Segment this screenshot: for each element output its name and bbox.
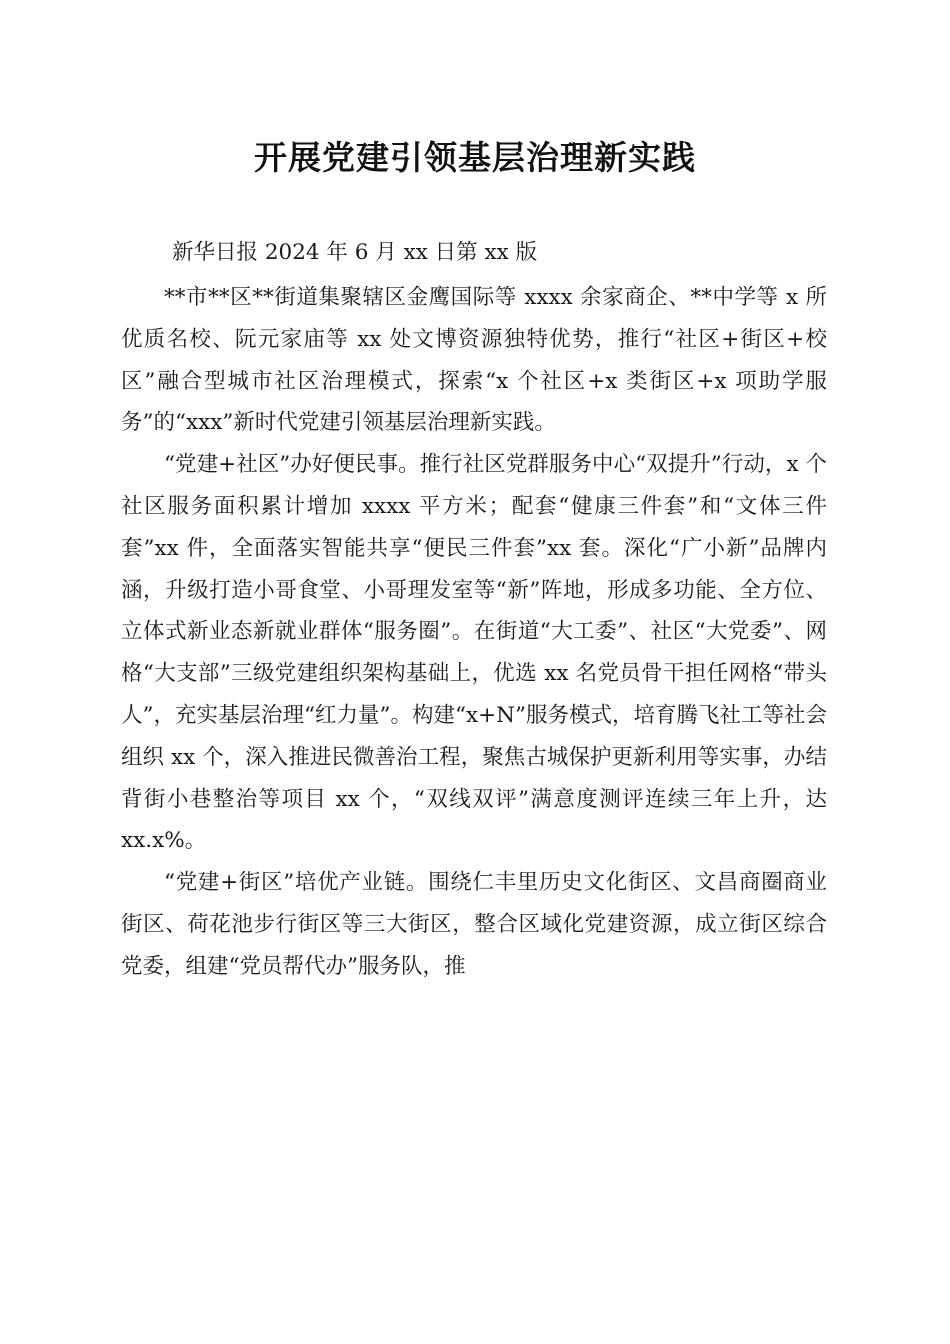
source-byline: 新华日报 2024 年 6 月 xx 日第 xx 版 bbox=[172, 240, 538, 265]
paragraph: “党建+社区”办好便民事。推行社区党群服务中心“双提升”行动，x 个社区服务面积累计增加 xxxx 平方米；配套“健康三件套”和“文体三件套”xx 件，全面落实智能共享“便民三件套”xx 套。深化“广小新”品牌内涵，升级打造小哥食堂、小哥理发室等“新”阵地，形成多功能、全方位、立体式新业态新就业群体“服务圈”。在街道“大工委”、社区“大党委”、网格“大支部”三级党建组织架构基础上，优选 xx 名党员骨干担任网格“带头人”，充实基层治理“红力量”。构建“x+N”服务模式，培育腾飞社工等社会组织 xx 个，深入推进民微善治工程，聚焦古城保护更新利用等实事，办结背街小巷整治等项目 xx 个，“双线双评”满意度测评连续三年上升，达 xx.x%。 bbox=[121, 452, 827, 854]
article-body bbox=[121, 277, 827, 988]
paragraph: **市**区**街道集聚辖区金鹰国际等 xxxx 余家商企、**中学等 x 所优质名校、阮元家庙等 xx 处文博资源独特优势，推行“社区+街区+校区”融合型城市社区治理模式，探索“x 个社区+x 类街区+x 项助学服务”的“xxx”新时代党建引领基层治理新实践。 bbox=[121, 285, 827, 436]
paragraph: “党建+街区”培优产业链。围绕仁丰里历史文化街区、文昌商圈商业街区、荷花池步行街区等三大街区，整合区域化党建资源，成立街区综合党委，组建“党员帮代办”服务队，推 bbox=[121, 870, 827, 979]
document-title: 开展党建引领基层治理新实践 bbox=[254, 138, 696, 177]
